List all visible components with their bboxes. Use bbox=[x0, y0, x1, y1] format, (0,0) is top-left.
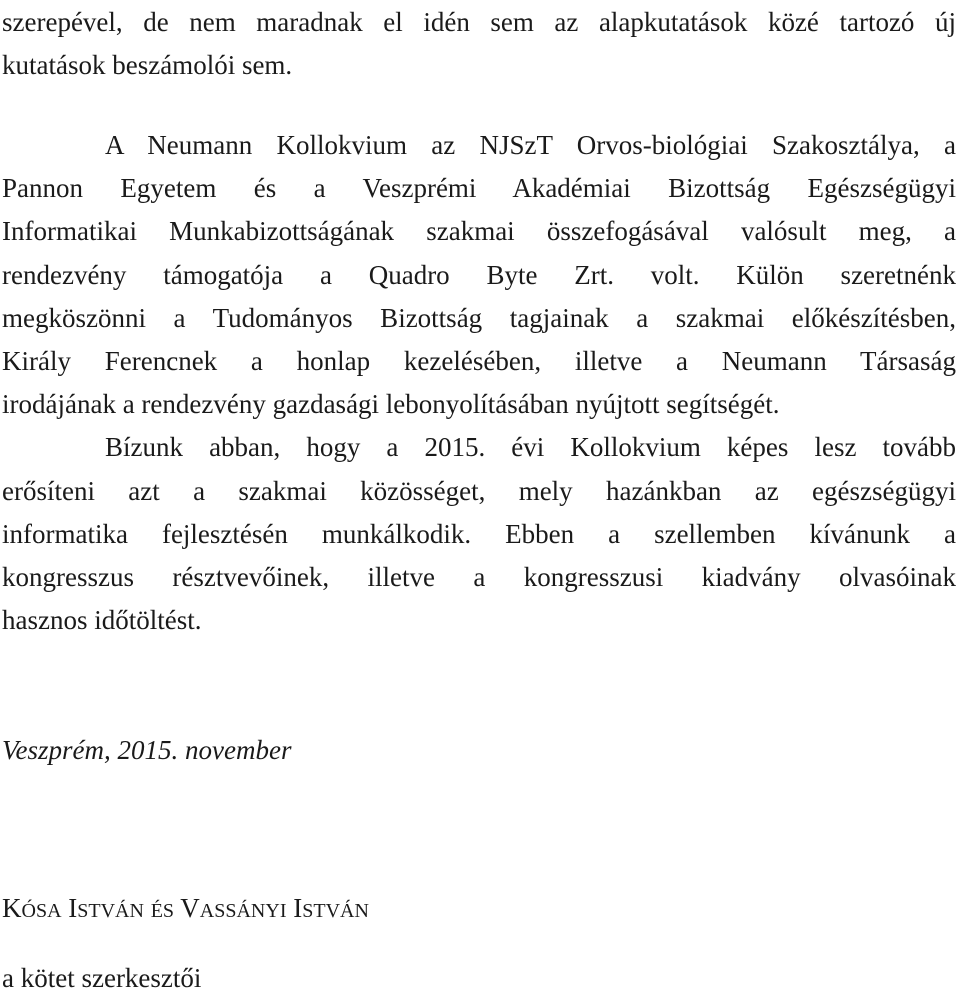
editors-names bbox=[2, 887, 369, 933]
text-line: informatika fejlesztésén munkálkodik. Ebben a szellemben kívánunk a bbox=[2, 518, 956, 549]
author-1-surname-initial: K bbox=[2, 893, 22, 923]
text-line: Informatikai Munkabizottságának szakmai összefogásával valósult meg, a bbox=[2, 216, 956, 247]
text-line: szerepével, de nem maradnak el idén sem az alapkutatások közé tartozó új bbox=[2, 7, 956, 37]
text-line: kongresszus résztvevőinek, illetve a kongresszusi kiadvány olvasóinak bbox=[2, 562, 956, 593]
editors-role: a kötet szerkesztői bbox=[2, 963, 202, 993]
author-1-surname-rest: ÓSA bbox=[21, 900, 62, 922]
paragraph bbox=[2, 124, 956, 642]
author-1-given-rest: STVÁN bbox=[77, 900, 144, 922]
author-2-surname-initial: V bbox=[180, 893, 200, 923]
author-1-given-initial: I bbox=[68, 893, 78, 923]
text-line: kutatások beszámolói sem. bbox=[2, 50, 293, 81]
paragraph bbox=[2, 1, 956, 87]
text-line: hasznos időtöltést. bbox=[2, 605, 202, 636]
text-line: irodájának a rendezvény gazdasági lebonyolításában nyújtott segítségét. bbox=[2, 389, 780, 420]
text-line: A Neumann Kollokvium az NJSzT Orvos-biológiai Szakosztálya, a bbox=[105, 130, 956, 160]
author-2-given-rest: STVÁN bbox=[302, 900, 369, 922]
place-and-date: Veszprém, 2015. november bbox=[2, 735, 292, 765]
text-line: Bízunk abban, hogy a 2015. évi Kollokvium képes lesz tovább bbox=[105, 432, 956, 463]
text-line: Király Ferencnek a honlap kezelésében, illetve a Neumann Társaság bbox=[2, 346, 956, 377]
text-line: erősíteni azt a szakmai közösséget, mely hazánkban az egészségügyi bbox=[2, 475, 956, 506]
conjunction: ÉS bbox=[150, 900, 175, 922]
author-2-surname-rest: ASSÁNYI bbox=[199, 900, 287, 922]
author-2-given-initial: I bbox=[293, 893, 303, 923]
text-line: megköszönni a Tudományos Bizottság tagjainak a szakmai előkészítésben, bbox=[2, 302, 956, 333]
text-line: Pannon Egyetem és a Veszprémi Akadémiai Bizottság Egészségügyi bbox=[2, 173, 956, 204]
text-line: rendezvény támogatója a Quadro Byte Zrt. volt. Külön szeretnénk bbox=[2, 259, 956, 290]
